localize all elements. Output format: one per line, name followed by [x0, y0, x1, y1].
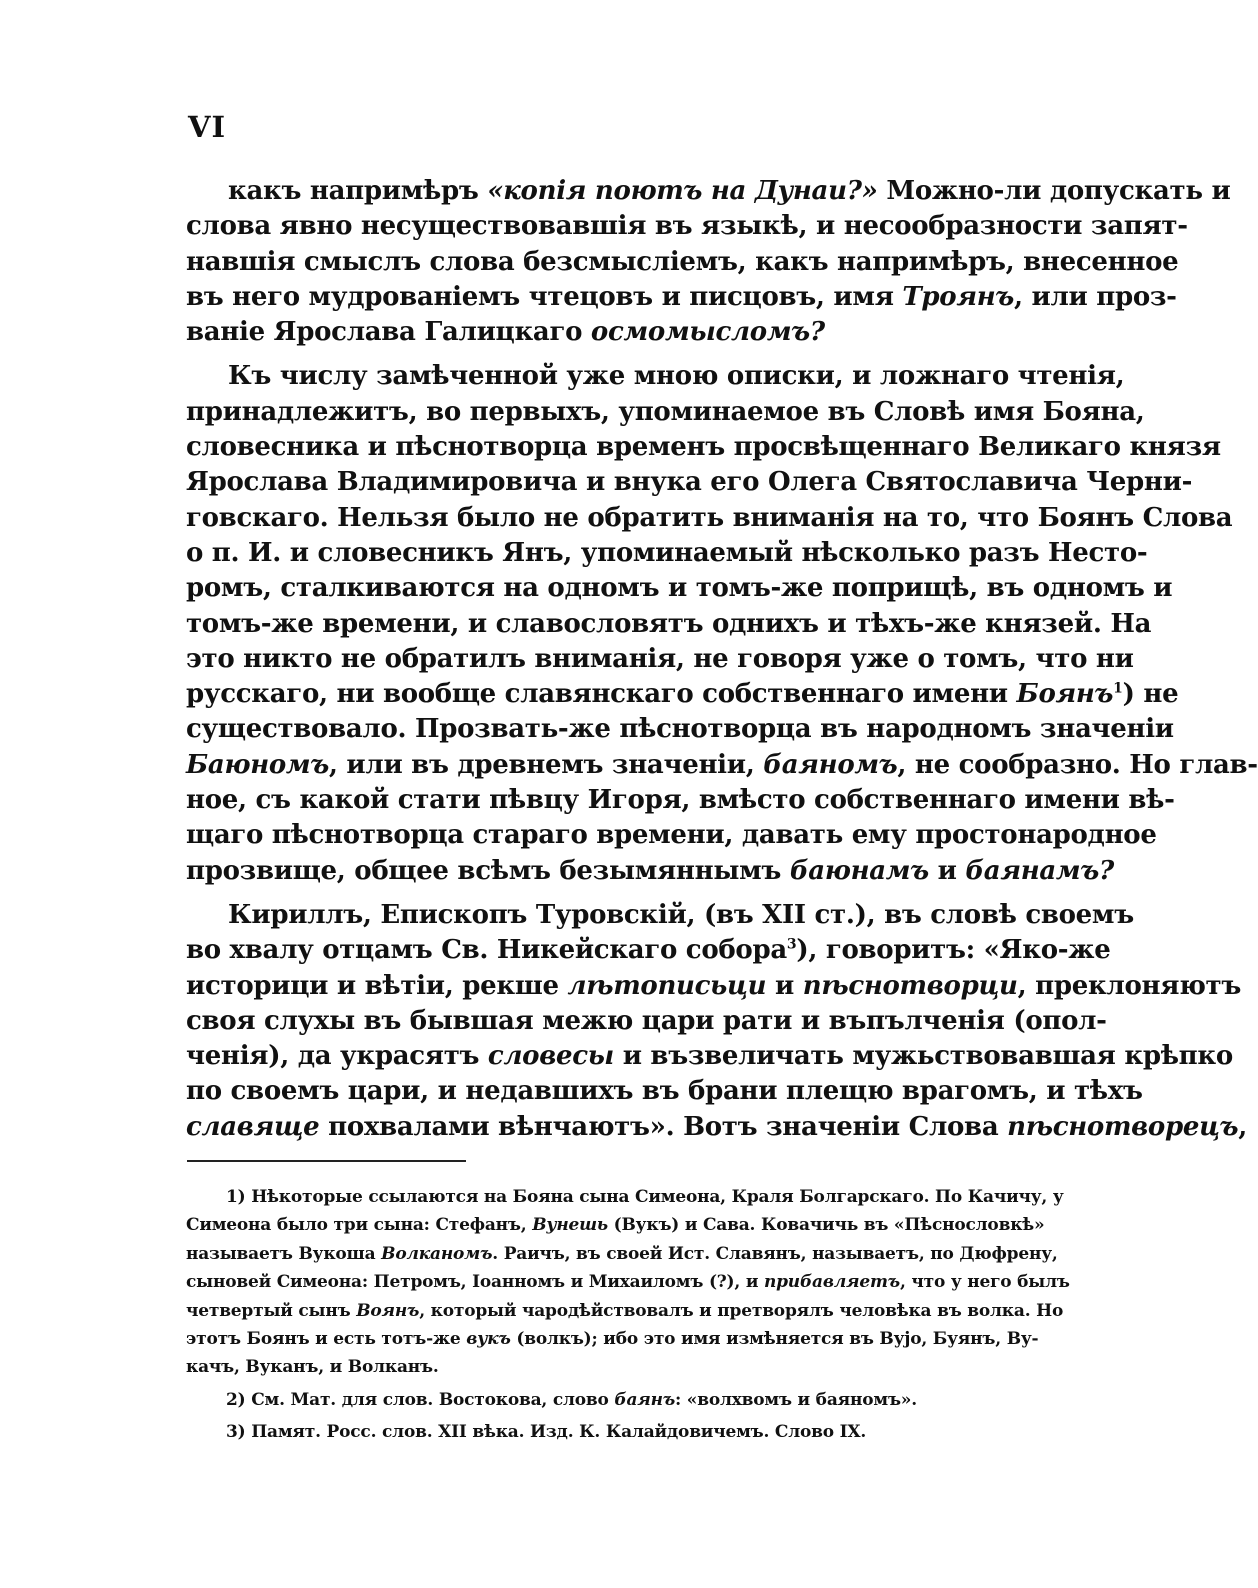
italic-run: славяще [186, 1111, 320, 1142]
text-line [186, 209, 1188, 244]
paragraph [186, 174, 1231, 350]
text-line [186, 1211, 1045, 1239]
text-line [186, 677, 1179, 712]
text-run: четвертый сынъ [186, 1300, 357, 1321]
italic-run: осмомысломъ? [590, 317, 825, 348]
footnote-divider [187, 1160, 466, 1162]
text-run: Можно-ли допускать и [877, 176, 1231, 206]
text-run: ченія), да украсятъ [186, 1041, 488, 1072]
text-run: (волкъ); ибо это имя измѣняется въ Вујо, Буянъ, Ву- [510, 1329, 1039, 1350]
text-run: , не сообразно. Но глав- [897, 749, 1258, 780]
text-run: это никто не обратилъ вниманія, не говоря уже о томъ, что ни [186, 643, 1134, 674]
italic-run: лѣтописьци [567, 970, 767, 1001]
text-run: , что у него былъ [899, 1272, 1070, 1293]
text-line [186, 1353, 1008, 1381]
text-line [186, 315, 1008, 350]
text-run: о п. И. и словесникъ Янъ, упоминаемый нѣсколько разъ Несто- [186, 537, 1148, 568]
text-run: Кириллъ, Епископъ Туровскій, (въ XII ст.), въ словѣ своемъ [228, 899, 1134, 930]
text-line [186, 969, 1242, 1004]
text-run: говскаго. Нельзя было не обратить вниманія на то, что Боянъ Слова [186, 502, 1233, 533]
text-run: называетъ Вукоша [186, 1243, 382, 1264]
text-line [186, 898, 1134, 933]
text-line [186, 748, 1258, 783]
italic-run: баюнамъ [789, 855, 929, 886]
italic-run: Вунешь [532, 1215, 608, 1236]
text-line [186, 933, 1111, 968]
text-run: историци и вѣтіи, рекше [186, 970, 568, 1001]
footnote [186, 1183, 1070, 1382]
text-run: ), говоритъ: «Яко-же [796, 935, 1111, 966]
text-line [186, 280, 1177, 315]
text-run: прозвище, общее всѣмъ безымяннымъ [186, 855, 790, 886]
text-line [186, 1386, 1008, 1414]
italic-run: Баюномъ [186, 749, 329, 780]
text-line [186, 1074, 1143, 1109]
text-line [186, 1325, 1039, 1353]
italic-run: «копія поютъ на Дунаи?» [487, 176, 878, 206]
italic-run: пѣснотворци [802, 970, 1018, 1001]
footnotes [186, 1183, 1070, 1451]
italic-run: прибавляетъ [763, 1272, 900, 1293]
text-line [186, 1110, 1248, 1145]
text-line [186, 536, 1148, 571]
text-run: Къ числу замѣченной уже мною описки, и ложнаго чтенія, [228, 361, 1125, 392]
text-line [186, 245, 1179, 280]
text-run: похвалами вѣнчаютъ». Вотъ значеніи Слова [319, 1111, 1008, 1142]
text-run: сыновей Симеона: Петромъ, Іоанномъ и Михаиломъ (?), и [186, 1272, 764, 1293]
text-run: своя слухы въ бывшая межю цари рати и въпълченія (опол- [186, 1005, 1107, 1036]
italic-run: Волканомъ [381, 1243, 493, 1264]
footnote-marker: 1 [1113, 680, 1123, 697]
text-run: слова явно несуществовавшія въ языкѣ, и несообразности запят- [186, 211, 1188, 242]
text-run: : «волхвомъ и баяномъ». [674, 1389, 917, 1410]
text-line [186, 1039, 1233, 1074]
text-run: 3) Памят. Росс. слов. XII вѣка. Изд. К. Калайдовичемъ. Слово IX. [226, 1422, 867, 1443]
text-run: Ярослава Владимировича и внука его Олега Святославича Черни- [186, 467, 1193, 498]
text-line [186, 712, 1174, 747]
text-run: русскаго, ни вообще славянскаго собственнаго имени [186, 679, 1017, 710]
text-run: словесника и пѣснотворца временъ просвѣщеннаго Великаго князя [186, 432, 1221, 463]
italic-run: вукъ [466, 1329, 511, 1350]
paragraph [186, 898, 1248, 1145]
text-line [186, 1240, 1058, 1268]
text-run: навшія смыслъ слова безсмысліемъ, какъ напримѣръ, внесенное [186, 246, 1179, 277]
text-run: во хвалу отцамъ Св. Никейскаго собора [186, 935, 787, 966]
footnote [186, 1418, 1008, 1446]
text-run: и [766, 970, 803, 1001]
text-run: качъ, Вуканъ, и Волканъ. [186, 1357, 439, 1378]
text-run: , или въ древнемъ значеніи, [328, 749, 764, 780]
text-run: существовало. Прозвать-же пѣснотворца въ народномъ значеніи [186, 714, 1174, 745]
italic-run: баянамъ? [965, 855, 1114, 886]
text-line [186, 465, 1193, 500]
footnote [186, 1386, 1008, 1414]
text-run: принадлежитъ, во первыхъ, упоминаемое въ Словѣ имя Бояна, [186, 396, 1145, 427]
text-run: томъ-же времени, и славословятъ однихъ и тѣхъ-же князей. На [186, 608, 1152, 639]
text-line [186, 818, 1157, 853]
text-run: ) не [1122, 679, 1179, 710]
text-run: , [1238, 1111, 1248, 1142]
text-run: ное, съ какой стати пѣвцу Игоря, вмѣсто собственнаго имени вѣ- [186, 785, 1175, 816]
italic-run: словесы [487, 1041, 614, 1072]
text-line [186, 174, 1231, 209]
text-run: , преклоняютъ [1017, 970, 1242, 1001]
text-run: 1) Нѣкоторые ссылаются на Бояна сына Симеона, Краля Болгарскаго. По Качичу, у [226, 1187, 1064, 1207]
footnote-marker: 3 [786, 936, 797, 953]
text-line [186, 1297, 1064, 1325]
text-run: . Раичъ, въ своей Ист. Славянъ, называетъ, по Дюфрену, [492, 1243, 1058, 1264]
body-text [186, 174, 1258, 1154]
text-line [186, 1183, 1064, 1211]
text-line [186, 1418, 1008, 1446]
text-line [186, 642, 1134, 677]
text-line [186, 1004, 1107, 1039]
text-run: и [928, 855, 966, 886]
italic-run: баяномъ [763, 749, 898, 780]
text-line [186, 395, 1145, 430]
text-run: ваніе Ярослава Галицкаго [186, 317, 591, 348]
text-run: 2) См. Мат. для слов. Востокова, слово [226, 1389, 615, 1410]
text-line [186, 1268, 1070, 1296]
text-line [186, 359, 1125, 394]
italic-run: баянъ [614, 1389, 675, 1410]
text-run: щаго пѣснотворца стараго времени, давать ему простонародное [186, 820, 1157, 851]
text-run: , который чародѣйствовалъ и претворялъ человѣка въ волка. Но [419, 1300, 1064, 1321]
paragraph [186, 359, 1258, 888]
text-line [186, 571, 1173, 606]
text-line [186, 430, 1221, 465]
text-run: (Вукъ) и Сава. Ковачичь въ «Пѣснословкѣ» [607, 1215, 1045, 1236]
italic-run: пѣснотворецъ [1007, 1111, 1239, 1142]
text-line [186, 783, 1175, 818]
text-run: въ него мудрованіемъ чтецовъ и писцовъ, имя [186, 281, 903, 312]
page-number: VI [188, 110, 227, 144]
text-line [186, 501, 1233, 536]
text-run: по своемъ цари, и недавшихъ въ брани плещю врагомъ, и тѣхъ [186, 1076, 1143, 1107]
text-run: , или проз- [1013, 281, 1177, 312]
italic-run: Троянъ [902, 281, 1014, 312]
italic-run: Боянъ [1016, 679, 1114, 710]
text-run: этотъ Боянъ и есть тотъ-же [186, 1329, 467, 1350]
italic-run: Воянъ [356, 1300, 420, 1321]
text-run: Симеона было три сына: Стефанъ, [186, 1215, 533, 1236]
text-run: ромъ, сталкиваются на одномъ и томъ-же поприщѣ, въ одномъ и [186, 573, 1173, 604]
text-run: какъ напримѣръ [228, 176, 488, 206]
text-line [186, 854, 1114, 889]
text-run: и възвеличать мужьствовавшая крѣпко [613, 1041, 1233, 1072]
text-line [186, 607, 1152, 642]
